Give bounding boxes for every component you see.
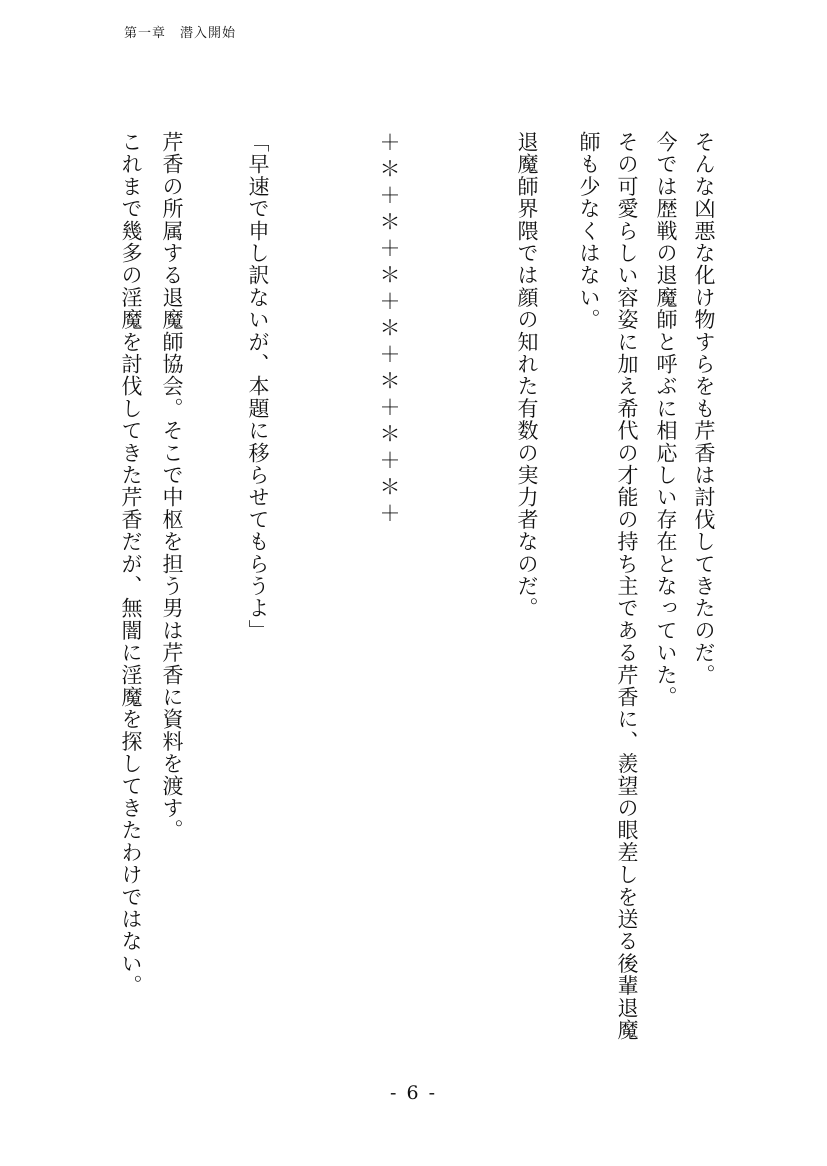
- page-number: - 6 -: [389, 1082, 437, 1104]
- text-line: 今では歴戦の退魔師と呼ぶに相応しい存在となっていた。: [654, 131, 678, 709]
- text-line: 退魔師界隈では顔の知れた有数の実力者なのだ。: [515, 131, 539, 620]
- text-line: 師も少なくはない。: [577, 131, 601, 331]
- scene-break: ＋＊＋＊＋＊＋＊＋＊＋＊＋＊＋: [377, 131, 401, 529]
- dialogue-line: 「早速で申し訳ないが、本題に移らせてもらうよ」: [246, 131, 270, 642]
- text-line: その可愛らしい容姿に加え希代の才能の持ち主である芹香に、羨望の眼差しを送る後輩退魔: [615, 131, 639, 1042]
- text-line: これまで幾多の淫魔を討伐してきた芹香だが、無闇に淫魔を探してきたわけではない。: [119, 131, 143, 997]
- text-line: 芹香の所属する退魔師協会。そこで中枢を担う男は芹香に資料を渡す。: [160, 131, 184, 842]
- running-header: 第一章 潜入開始: [124, 26, 237, 41]
- text-line: そんな凶悪な化け物すらをも芹香は討伐してきたのだ。: [692, 131, 716, 686]
